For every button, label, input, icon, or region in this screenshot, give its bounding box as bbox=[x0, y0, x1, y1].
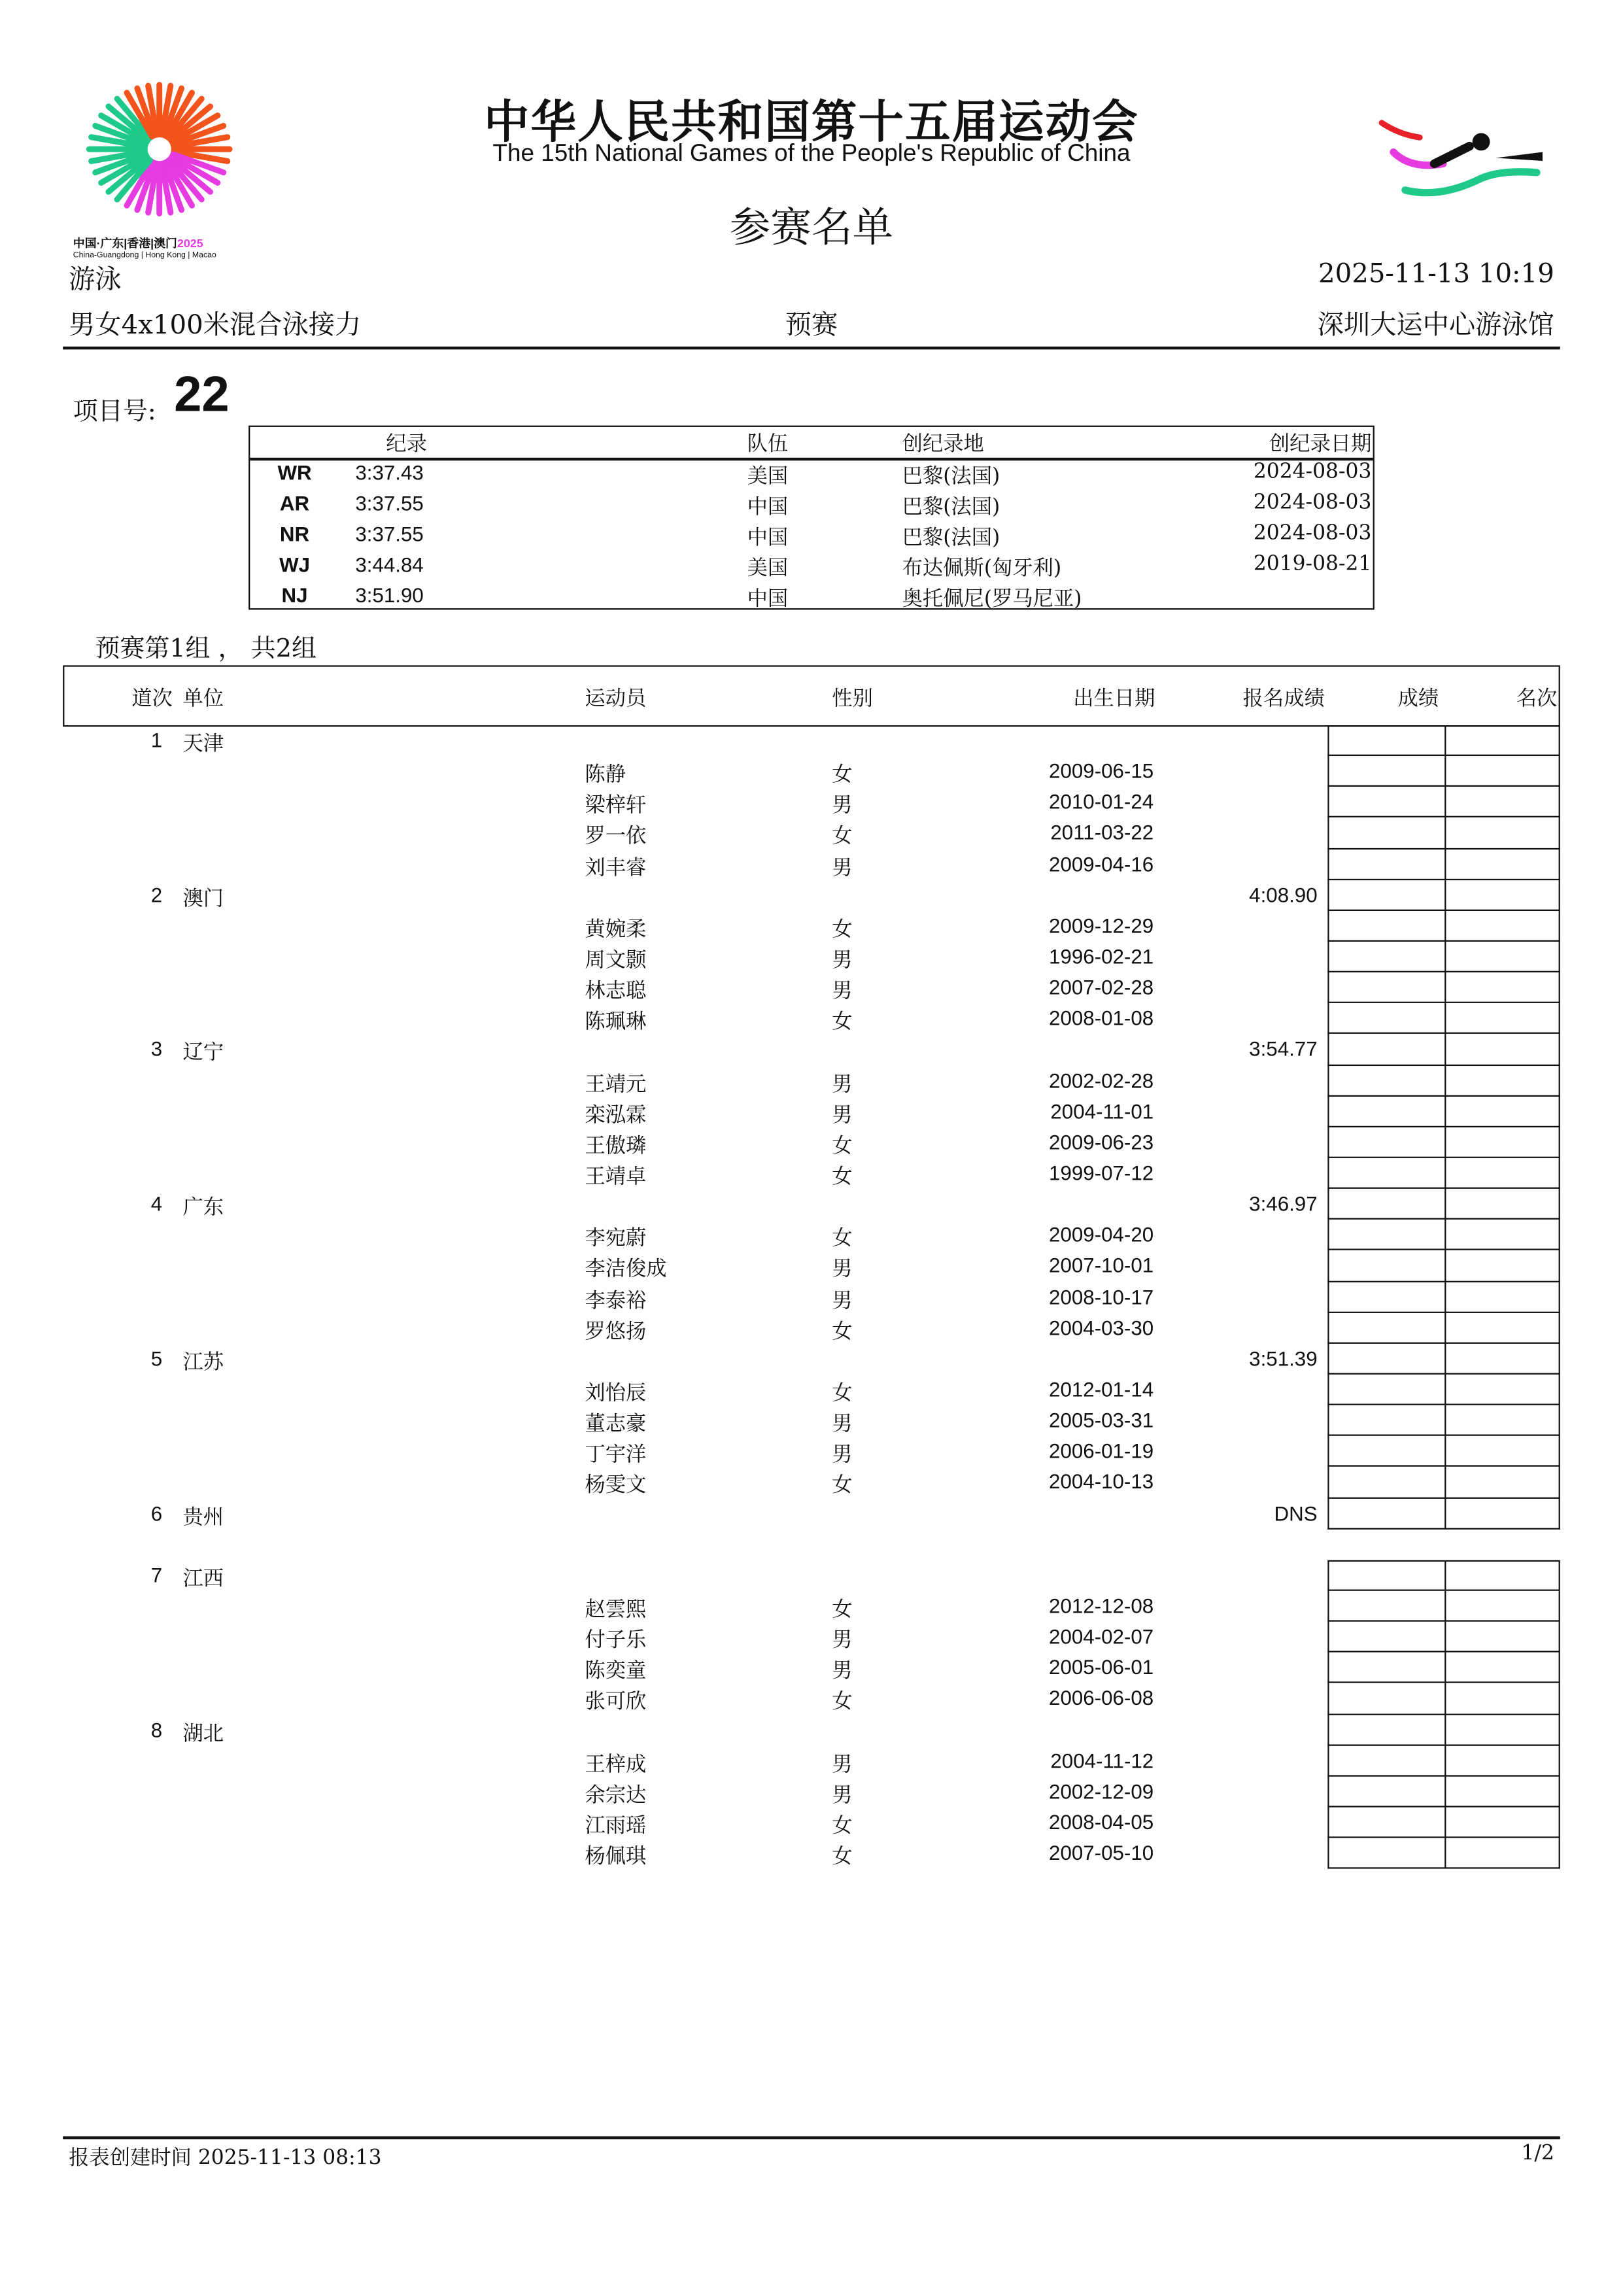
athlete-name: 周文颢 bbox=[585, 949, 647, 972]
lane-number: 2 bbox=[150, 882, 163, 906]
athlete-name: 罗悠扬 bbox=[585, 1320, 647, 1344]
athlete-row bbox=[0, 972, 1623, 1003]
records-header-place: 创纪录地 bbox=[902, 432, 984, 456]
record-time: 3:37.55 bbox=[355, 522, 424, 546]
rank-box[interactable] bbox=[1444, 849, 1560, 880]
athlete-gender: 男 bbox=[832, 856, 853, 880]
result-box[interactable] bbox=[1327, 1745, 1444, 1776]
header-athlete: 运动员 bbox=[585, 687, 647, 711]
result-box[interactable] bbox=[1327, 1158, 1444, 1189]
athlete-name: 黄婉柔 bbox=[585, 917, 647, 942]
entry-time: 3:51.39 bbox=[1249, 1346, 1318, 1370]
result-box[interactable] bbox=[1327, 1282, 1444, 1312]
result-box[interactable] bbox=[1327, 756, 1444, 787]
result-box[interactable] bbox=[1327, 1375, 1444, 1405]
athlete-name: 付子乐 bbox=[585, 1629, 647, 1653]
athlete-row bbox=[0, 1251, 1623, 1282]
result-box[interactable] bbox=[1327, 1035, 1444, 1065]
athlete-dob: 2007-05-10 bbox=[1049, 1841, 1154, 1865]
record-code: NJ bbox=[281, 583, 308, 607]
result-box[interactable] bbox=[1327, 911, 1444, 942]
athlete-dob: 2004-11-01 bbox=[1050, 1099, 1154, 1123]
round-name: 预赛 bbox=[785, 310, 838, 341]
rank-box[interactable] bbox=[1444, 756, 1560, 787]
result-box[interactable] bbox=[1327, 1096, 1444, 1127]
athlete-row bbox=[0, 1127, 1623, 1158]
athlete-dob: 2009-04-20 bbox=[1049, 1222, 1154, 1246]
rank-box[interactable] bbox=[1444, 942, 1560, 972]
records-header-date: 创纪录日期 bbox=[1269, 432, 1372, 456]
result-box[interactable] bbox=[1327, 1405, 1444, 1436]
athlete-gender: 男 bbox=[832, 1443, 853, 1467]
athlete-gender: 女 bbox=[832, 1320, 853, 1344]
athlete-row bbox=[0, 1065, 1623, 1096]
athlete-dob: 2006-06-08 bbox=[1049, 1686, 1154, 1710]
record-code: WJ bbox=[279, 553, 311, 576]
athlete-name: 王傲璘 bbox=[585, 1134, 647, 1158]
athlete-name: 董志豪 bbox=[585, 1413, 647, 1436]
athlete-name: 罗一依 bbox=[585, 825, 647, 849]
athlete-dob: 1999-07-12 bbox=[1049, 1161, 1154, 1185]
athlete-row bbox=[0, 1622, 1623, 1653]
print-datetime: 2025-11-13 10:19 bbox=[1318, 258, 1554, 290]
athlete-gender: 女 bbox=[832, 1134, 853, 1158]
athlete-gender: 男 bbox=[832, 1103, 853, 1127]
athlete-gender: 女 bbox=[832, 1165, 853, 1189]
lane-number: 5 bbox=[150, 1346, 163, 1370]
result-box[interactable] bbox=[1327, 1591, 1444, 1622]
record-place: 巴黎(法国) bbox=[902, 526, 1000, 550]
team-name: 贵州 bbox=[182, 1505, 224, 1529]
record-place: 巴黎(法国) bbox=[902, 465, 1000, 488]
footer-divider bbox=[63, 2136, 1560, 2138]
rank-box[interactable] bbox=[1444, 1343, 1560, 1374]
result-box[interactable] bbox=[1327, 1312, 1444, 1343]
athlete-gender: 男 bbox=[832, 1289, 853, 1312]
venue-name: 深圳大运中心游泳馆 bbox=[1317, 310, 1554, 341]
result-box[interactable] bbox=[1327, 1838, 1444, 1869]
athlete-dob: 2009-06-23 bbox=[1049, 1130, 1154, 1154]
rank-box[interactable] bbox=[1444, 1065, 1560, 1096]
athlete-row bbox=[0, 756, 1623, 787]
team-name: 湖北 bbox=[182, 1721, 224, 1745]
rank-box[interactable] bbox=[1444, 1405, 1560, 1436]
result-box[interactable] bbox=[1327, 1622, 1444, 1653]
entry-time: DNS bbox=[1274, 1501, 1318, 1525]
result-box[interactable] bbox=[1327, 1436, 1444, 1467]
record-team: 中国 bbox=[747, 526, 789, 550]
athlete-row bbox=[0, 1745, 1623, 1776]
rank-box[interactable] bbox=[1444, 1715, 1560, 1745]
record-team: 美国 bbox=[747, 557, 789, 581]
athlete-name: 杨佩琪 bbox=[585, 1845, 647, 1869]
athlete-dob: 2004-02-07 bbox=[1049, 1624, 1154, 1649]
rank-box[interactable] bbox=[1444, 1560, 1560, 1590]
rank-box[interactable] bbox=[1444, 972, 1560, 1003]
record-date: 2024-08-03 bbox=[1253, 522, 1372, 546]
athlete-dob: 2011-03-22 bbox=[1050, 821, 1154, 845]
record-row bbox=[250, 582, 1373, 613]
athlete-dob: 2005-03-31 bbox=[1049, 1408, 1154, 1432]
result-box[interactable] bbox=[1327, 880, 1444, 910]
rank-box[interactable] bbox=[1444, 1808, 1560, 1838]
team-name: 江西 bbox=[182, 1567, 224, 1591]
athlete-gender: 男 bbox=[832, 794, 853, 818]
games-title-cn: 中华人民共和国第十五届运动会 bbox=[484, 96, 1139, 148]
entry-time: 3:46.97 bbox=[1249, 1191, 1318, 1216]
athlete-row bbox=[0, 1158, 1623, 1189]
rank-box[interactable] bbox=[1444, 725, 1560, 756]
rank-box[interactable] bbox=[1444, 1653, 1560, 1683]
sport-name: 游泳 bbox=[69, 264, 122, 296]
record-row bbox=[250, 551, 1373, 582]
athlete-dob: 2005-06-01 bbox=[1049, 1655, 1154, 1679]
record-code: WR bbox=[277, 460, 312, 485]
athlete-name: 丁宇洋 bbox=[585, 1443, 647, 1467]
report-created-time: 报表创建时间 2025-11-13 08:13 bbox=[69, 2146, 382, 2170]
athlete-gender: 女 bbox=[832, 1010, 853, 1035]
result-box[interactable] bbox=[1327, 942, 1444, 972]
athlete-name: 江雨瑶 bbox=[585, 1814, 647, 1838]
result-box[interactable] bbox=[1327, 849, 1444, 880]
record-row bbox=[250, 521, 1373, 551]
record-team: 美国 bbox=[747, 465, 789, 488]
lane-number: 8 bbox=[150, 1717, 163, 1741]
rank-box[interactable] bbox=[1444, 1282, 1560, 1312]
rank-box[interactable] bbox=[1444, 1003, 1560, 1034]
athlete-dob: 2007-10-01 bbox=[1049, 1254, 1154, 1277]
lane-row bbox=[0, 1715, 1623, 1745]
athlete-dob: 2006-01-19 bbox=[1049, 1439, 1154, 1463]
record-date: 2024-08-03 bbox=[1253, 460, 1372, 485]
lane-row bbox=[0, 1560, 1623, 1590]
rank-box[interactable] bbox=[1444, 1127, 1560, 1158]
result-box[interactable] bbox=[1327, 1467, 1444, 1498]
athlete-dob: 2009-12-29 bbox=[1049, 914, 1154, 937]
header-dob: 出生日期 bbox=[1073, 687, 1155, 711]
record-time: 3:37.43 bbox=[355, 460, 424, 485]
header-divider bbox=[63, 347, 1560, 349]
result-box[interactable] bbox=[1327, 1683, 1444, 1714]
athlete-row bbox=[0, 1282, 1623, 1312]
rank-box[interactable] bbox=[1444, 1745, 1560, 1776]
athlete-dob: 2002-02-28 bbox=[1049, 1068, 1154, 1092]
record-code: NR bbox=[279, 522, 310, 546]
athlete-dob: 2009-04-16 bbox=[1049, 851, 1154, 876]
rank-box[interactable] bbox=[1444, 1375, 1560, 1405]
athlete-gender: 男 bbox=[832, 1783, 853, 1808]
rank-box[interactable] bbox=[1444, 1096, 1560, 1127]
result-box[interactable] bbox=[1327, 1560, 1444, 1590]
rank-box[interactable] bbox=[1444, 911, 1560, 942]
result-box[interactable] bbox=[1327, 972, 1444, 1003]
athlete-dob: 2008-01-08 bbox=[1049, 1006, 1154, 1030]
records-table bbox=[248, 426, 1375, 610]
athlete-row bbox=[0, 1808, 1623, 1838]
athlete-name: 杨雯文 bbox=[585, 1474, 647, 1498]
records-header bbox=[250, 427, 1373, 460]
athlete-gender: 男 bbox=[832, 1753, 853, 1776]
header-lane: 道次 bbox=[131, 687, 173, 711]
athlete-dob: 2004-10-13 bbox=[1049, 1470, 1154, 1494]
athlete-name: 刘丰睿 bbox=[585, 856, 647, 880]
record-row bbox=[250, 490, 1373, 521]
rank-box[interactable] bbox=[1444, 1251, 1560, 1282]
athlete-row bbox=[0, 787, 1623, 818]
athlete-row bbox=[0, 1591, 1623, 1622]
athlete-dob: 2008-10-17 bbox=[1049, 1284, 1154, 1309]
lane-row bbox=[0, 725, 1623, 756]
lane-number: 7 bbox=[150, 1562, 163, 1586]
athlete-name: 王靖卓 bbox=[585, 1165, 647, 1189]
athlete-gender: 女 bbox=[832, 1814, 853, 1838]
athlete-row bbox=[0, 818, 1623, 849]
lane-row bbox=[0, 1498, 1623, 1529]
result-box[interactable] bbox=[1327, 1220, 1444, 1250]
record-date: 2024-08-03 bbox=[1253, 491, 1372, 515]
athlete-gender: 女 bbox=[832, 1598, 853, 1622]
record-time: 3:51.90 bbox=[355, 583, 424, 607]
result-box[interactable] bbox=[1327, 1776, 1444, 1807]
athlete-gender: 男 bbox=[832, 1660, 853, 1684]
entries-table-header bbox=[63, 665, 1560, 727]
lane-row bbox=[0, 1189, 1623, 1220]
athlete-dob: 2007-02-28 bbox=[1049, 975, 1154, 999]
record-place: 布达佩斯(匈牙利) bbox=[902, 557, 1062, 581]
athlete-name: 陈珮琳 bbox=[585, 1010, 647, 1035]
lane-row bbox=[0, 1343, 1623, 1374]
result-box[interactable] bbox=[1327, 1808, 1444, 1838]
result-box[interactable] bbox=[1327, 1498, 1444, 1529]
lane-number: 6 bbox=[150, 1501, 163, 1525]
record-team: 中国 bbox=[747, 496, 789, 519]
athlete-name: 梁梓轩 bbox=[585, 794, 647, 818]
athlete-gender: 女 bbox=[832, 1227, 853, 1251]
athlete-gender: 女 bbox=[832, 1381, 853, 1405]
rank-box[interactable] bbox=[1444, 1158, 1560, 1189]
athlete-row bbox=[0, 1220, 1623, 1250]
rank-box[interactable] bbox=[1444, 818, 1560, 849]
event-name: 男女4x100米混合泳接力 bbox=[69, 310, 362, 341]
header-unit: 单位 bbox=[182, 687, 224, 711]
result-box[interactable] bbox=[1327, 818, 1444, 849]
document-title: 参赛名单 bbox=[729, 203, 894, 252]
rank-box[interactable] bbox=[1444, 1467, 1560, 1498]
result-box[interactable] bbox=[1327, 1003, 1444, 1034]
athlete-dob: 2010-01-24 bbox=[1049, 790, 1154, 814]
athlete-dob: 2012-01-14 bbox=[1049, 1377, 1154, 1401]
record-date: 2019-08-21 bbox=[1253, 553, 1372, 576]
rank-box[interactable] bbox=[1444, 880, 1560, 910]
athlete-name: 栾泓霖 bbox=[585, 1103, 647, 1127]
athlete-gender: 女 bbox=[832, 917, 853, 942]
athlete-row bbox=[0, 1838, 1623, 1869]
records-header-record: 纪录 bbox=[386, 432, 427, 456]
rank-box[interactable] bbox=[1444, 1035, 1560, 1065]
record-place: 巴黎(法国) bbox=[902, 496, 1000, 519]
athlete-row bbox=[0, 849, 1623, 880]
result-box[interactable] bbox=[1327, 787, 1444, 818]
athlete-dob: 2008-04-05 bbox=[1049, 1809, 1154, 1834]
rank-box[interactable] bbox=[1444, 1683, 1560, 1714]
athlete-gender: 男 bbox=[832, 1413, 853, 1436]
lane-number: 3 bbox=[150, 1037, 163, 1061]
header-entry-time: 报名成绩 bbox=[1242, 687, 1325, 711]
athlete-name: 李泰裕 bbox=[585, 1289, 647, 1312]
athlete-gender: 女 bbox=[832, 825, 853, 849]
rank-box[interactable] bbox=[1444, 1622, 1560, 1653]
header-gender: 性别 bbox=[832, 687, 873, 711]
team-name: 辽宁 bbox=[182, 1041, 224, 1065]
athlete-name: 王靖元 bbox=[585, 1072, 647, 1096]
athlete-row bbox=[0, 1312, 1623, 1343]
athlete-gender: 女 bbox=[832, 763, 853, 787]
athlete-gender: 男 bbox=[832, 980, 853, 1004]
record-team: 中国 bbox=[747, 587, 789, 611]
entry-time: 4:08.90 bbox=[1249, 882, 1318, 906]
result-box[interactable] bbox=[1327, 725, 1444, 756]
records-header-team: 队伍 bbox=[747, 432, 789, 456]
athlete-name: 陈静 bbox=[585, 763, 626, 787]
team-name: 澳门 bbox=[182, 887, 224, 911]
athlete-gender: 女 bbox=[832, 1474, 853, 1498]
event-number: 22 bbox=[174, 367, 230, 423]
heat-label: 预赛第1组 ， 共2组 bbox=[95, 634, 316, 664]
athlete-name: 林志聪 bbox=[585, 980, 647, 1004]
rank-box[interactable] bbox=[1444, 1776, 1560, 1807]
athlete-name: 刘怡辰 bbox=[585, 1381, 647, 1405]
athlete-dob: 2004-03-30 bbox=[1049, 1315, 1154, 1339]
rank-box[interactable] bbox=[1444, 787, 1560, 818]
page-number: 1/2 bbox=[1521, 2142, 1554, 2166]
athlete-gender: 男 bbox=[832, 1258, 853, 1282]
rank-box[interactable] bbox=[1444, 1498, 1560, 1529]
athlete-row bbox=[0, 1375, 1623, 1405]
record-time: 3:37.55 bbox=[355, 491, 424, 515]
athlete-name: 陈奕童 bbox=[585, 1660, 647, 1684]
athlete-name: 张可欣 bbox=[585, 1690, 647, 1715]
entries-table-body bbox=[0, 725, 1623, 1869]
athlete-name: 王梓成 bbox=[585, 1753, 647, 1776]
result-box[interactable] bbox=[1327, 1715, 1444, 1745]
athlete-row bbox=[0, 1683, 1623, 1714]
athlete-gender: 男 bbox=[832, 1072, 853, 1096]
result-box[interactable] bbox=[1327, 1127, 1444, 1158]
national-games-logo: 中国·广东|香港|澳门2025 China-Guangdong | Hong Kong | Macao bbox=[73, 58, 246, 256]
result-box[interactable] bbox=[1327, 1189, 1444, 1220]
rank-box[interactable] bbox=[1444, 1436, 1560, 1467]
result-box[interactable] bbox=[1327, 1251, 1444, 1282]
team-name: 天津 bbox=[182, 732, 224, 757]
athlete-name: 李宛蔚 bbox=[585, 1227, 647, 1251]
athlete-gender: 男 bbox=[832, 949, 853, 972]
rank-box[interactable] bbox=[1444, 1838, 1560, 1869]
lane-number: 1 bbox=[150, 728, 163, 752]
athlete-row bbox=[0, 911, 1623, 942]
spacer-row bbox=[0, 1529, 1623, 1560]
record-row bbox=[250, 459, 1373, 490]
athlete-gender: 女 bbox=[832, 1845, 853, 1869]
team-name: 广东 bbox=[182, 1196, 224, 1220]
athlete-row bbox=[0, 1436, 1623, 1467]
lane-number: 4 bbox=[150, 1191, 163, 1216]
athlete-dob: 2009-06-15 bbox=[1049, 759, 1154, 783]
athlete-name: 赵雲熙 bbox=[585, 1598, 647, 1622]
rank-box[interactable] bbox=[1444, 1220, 1560, 1250]
lane-row bbox=[0, 1035, 1623, 1065]
record-place: 奥托佩尼(罗马尼亚) bbox=[902, 587, 1082, 611]
rank-box[interactable] bbox=[1444, 1189, 1560, 1220]
athlete-row bbox=[0, 1467, 1623, 1498]
lane-row bbox=[0, 880, 1623, 910]
games-title-en: The 15th National Games of the People's Republic of China bbox=[492, 140, 1131, 167]
result-box[interactable] bbox=[1327, 1065, 1444, 1096]
athlete-gender: 男 bbox=[832, 1629, 853, 1653]
athlete-row bbox=[0, 1096, 1623, 1127]
athlete-name: 李洁俊成 bbox=[585, 1258, 667, 1282]
athlete-dob: 1996-02-21 bbox=[1049, 944, 1154, 968]
athlete-row bbox=[0, 1003, 1623, 1034]
record-code: AR bbox=[279, 491, 310, 515]
athlete-name: 余宗达 bbox=[585, 1783, 647, 1808]
event-number-label: 项目号: bbox=[73, 398, 156, 427]
athlete-row bbox=[0, 942, 1623, 972]
result-box[interactable] bbox=[1327, 1653, 1444, 1683]
rank-box[interactable] bbox=[1444, 1591, 1560, 1622]
athlete-gender: 女 bbox=[832, 1690, 853, 1715]
athlete-row bbox=[0, 1776, 1623, 1807]
record-time: 3:44.84 bbox=[355, 553, 424, 576]
team-name: 江苏 bbox=[182, 1350, 224, 1375]
athlete-dob: 2002-12-09 bbox=[1049, 1779, 1154, 1803]
athlete-dob: 2012-12-08 bbox=[1049, 1594, 1154, 1617]
athlete-row bbox=[0, 1405, 1623, 1436]
header-result: 成绩 bbox=[1397, 687, 1439, 711]
header-rank: 名次 bbox=[1516, 687, 1558, 711]
rank-box[interactable] bbox=[1444, 1312, 1560, 1343]
entry-time: 3:54.77 bbox=[1249, 1037, 1318, 1061]
result-box[interactable] bbox=[1327, 1343, 1444, 1374]
athlete-row bbox=[0, 1653, 1623, 1683]
athlete-dob: 2004-11-12 bbox=[1050, 1748, 1154, 1772]
